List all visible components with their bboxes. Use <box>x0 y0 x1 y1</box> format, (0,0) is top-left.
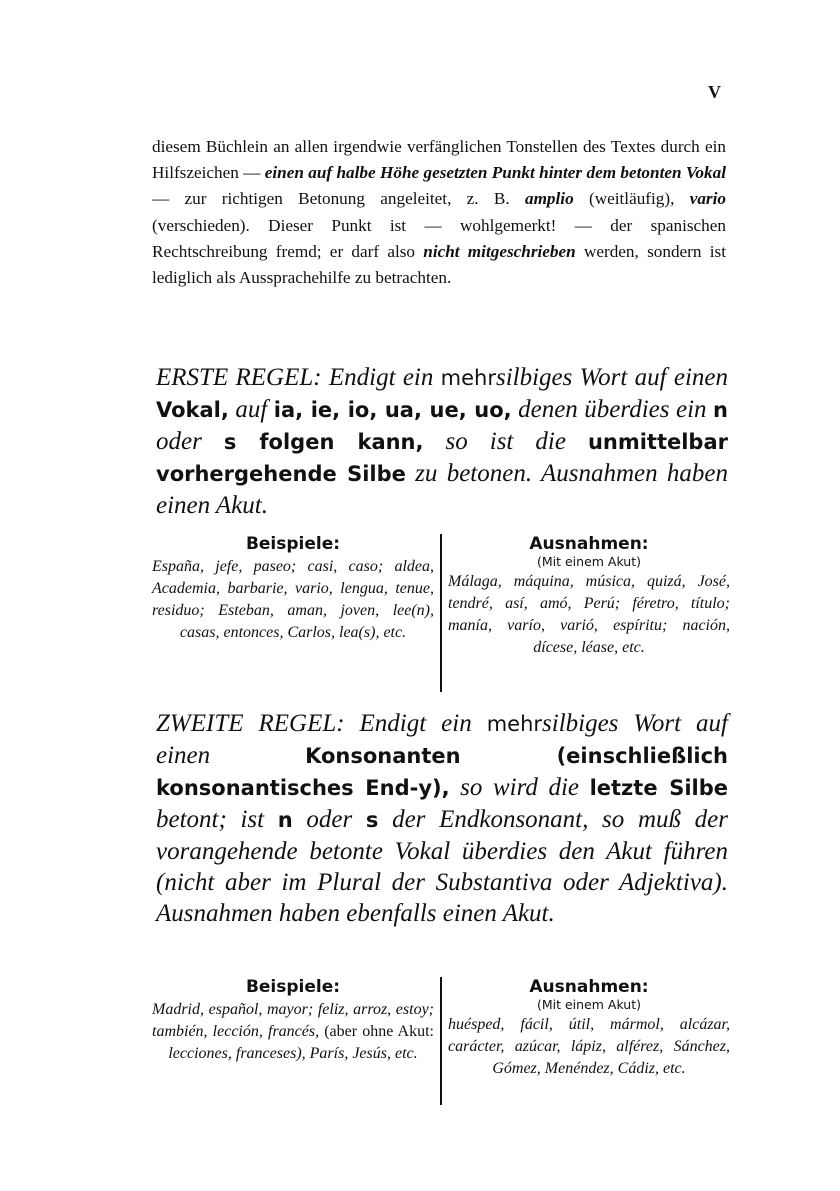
rule1-part-g: denen überdies ein <box>511 396 714 423</box>
rule2-part-c: silbiges Wort auf einen <box>156 710 728 769</box>
rule2-part-a: ZWEITE REGEL: Endigt ein <box>156 710 487 737</box>
rule1-part-i: oder <box>156 428 224 455</box>
rule1-part-h: n <box>713 398 728 422</box>
examples-list: España, jefe, paseo; casi, caso; aldea, Academia, barbarie, vario, lengua, tenue, residuo; Esteban, aman, joven, lee(n), casas, entonces, Carlos, lea(s), etc. <box>152 558 434 641</box>
exceptions-subheading: (Mit einem Akut) <box>536 997 642 1012</box>
intro-italic-1: einen auf halbe Höhe gesetzten Punkt hinter dem betonten Vokal <box>264 163 726 183</box>
examples-block-2 <box>152 977 730 1105</box>
exceptions-column <box>448 534 730 659</box>
rule2-part-f: letzte Silbe <box>589 776 728 800</box>
intro-italic-4: nicht mitgeschrieben <box>423 241 576 261</box>
rule1-part-c: silbiges Wort auf einen <box>495 364 728 391</box>
examples-heading: Beispiele: <box>245 534 341 554</box>
rule1-part-e: auf <box>228 396 274 423</box>
rule1-part-f: ia, ie, io, ua, ue, uo, <box>273 398 512 422</box>
rule-two <box>156 708 728 929</box>
intro-text-2: — zur richtigen Betonung angeleitet, z. B. <box>152 189 525 209</box>
intro-italic-3: vario <box>689 189 726 209</box>
rule1-part-j: s folgen kann, <box>223 430 424 454</box>
rule1-part-b: mehr <box>440 366 496 390</box>
intro-italic-2: amplio <box>524 189 574 209</box>
rule2-part-b: mehr <box>486 712 543 736</box>
rule1-part-l: unmittelbar vorhergehende Silbe <box>156 430 728 486</box>
rule-one <box>156 362 728 521</box>
rule1-part-a: ERSTE REGEL: Endigt ein <box>156 364 441 391</box>
exceptions-heading: Ausnahmen: <box>529 977 649 997</box>
rule2-part-d: Konsonanten (einschließlich konsonantisches End-y), <box>156 744 729 800</box>
column-divider <box>440 534 442 692</box>
rule2-part-j: s <box>365 808 379 832</box>
exceptions-column <box>448 977 730 1080</box>
rule1-part-d: Vokal, <box>156 398 229 422</box>
exceptions-heading: Ausnahmen: <box>529 534 649 554</box>
rule2-part-h: n <box>277 808 293 832</box>
examples-list <box>152 999 434 1065</box>
exceptions-subheading: (Mit einem Akut) <box>536 554 642 569</box>
examples-heading: Beispiele: <box>245 977 341 997</box>
intro-text-3: (weitläufig), <box>573 189 690 209</box>
rule2-part-k: der Endkonsonant, so muß der vorangehende betonte Vokal überdies den Akut führen (nicht aber im Plural der Substantiva oder Adjektiva). Ausnahmen haben ebenfalls einen Akut. <box>156 806 728 927</box>
rule1-part-k: so ist die <box>423 428 588 455</box>
intro-text-4: (verschieden). Dieser Punkt ist — wohlgemerkt! — der spanischen Rechtschreibung fremd; er darf also <box>152 215 726 261</box>
examples-column <box>152 977 434 1065</box>
exceptions-list: Málaga, máquina, música, quizá, José, tendré, así, amó, Perú; féretro, título; manía, varío, varió, espíritu; nación, dícese, léase, etc. <box>448 573 730 656</box>
rule1-part-m: zu betonen. Ausnahmen haben einen Akut. <box>156 460 728 519</box>
rule2-part-g: betont; ist <box>156 806 278 833</box>
rule2-part-i: oder <box>292 806 366 833</box>
column-divider <box>440 977 442 1105</box>
intro-text-5: werden, sondern ist lediglich als Aussprachehilfe zu betrachten. <box>152 241 726 288</box>
intro-paragraph <box>152 134 726 291</box>
examples-list-part-a: Madrid, español, mayor; feliz, arroz, estoy; también, lección, francés, <box>152 1001 434 1040</box>
examples-list-part-c: lecciones, franceses), París, Jesús, etc. <box>168 1045 418 1062</box>
page-number: V <box>708 82 721 102</box>
intro-text-1: diesem Büchlein an allen irgendwie verfänglichen Tonstellen des Textes durch ein Hilfszeichen — <box>152 137 726 183</box>
examples-list-part-b: (aber ohne Akut: <box>324 1023 434 1040</box>
examples-block-1 <box>152 534 730 694</box>
exceptions-list: huésped, fácil, útil, mármol, alcázar, carácter, azúcar, lápiz, alférez, Sánchez, Gómez, Menéndez, Cádiz, etc. <box>448 1016 730 1077</box>
examples-column <box>152 534 434 644</box>
rule2-part-e: so wird die <box>449 774 590 801</box>
